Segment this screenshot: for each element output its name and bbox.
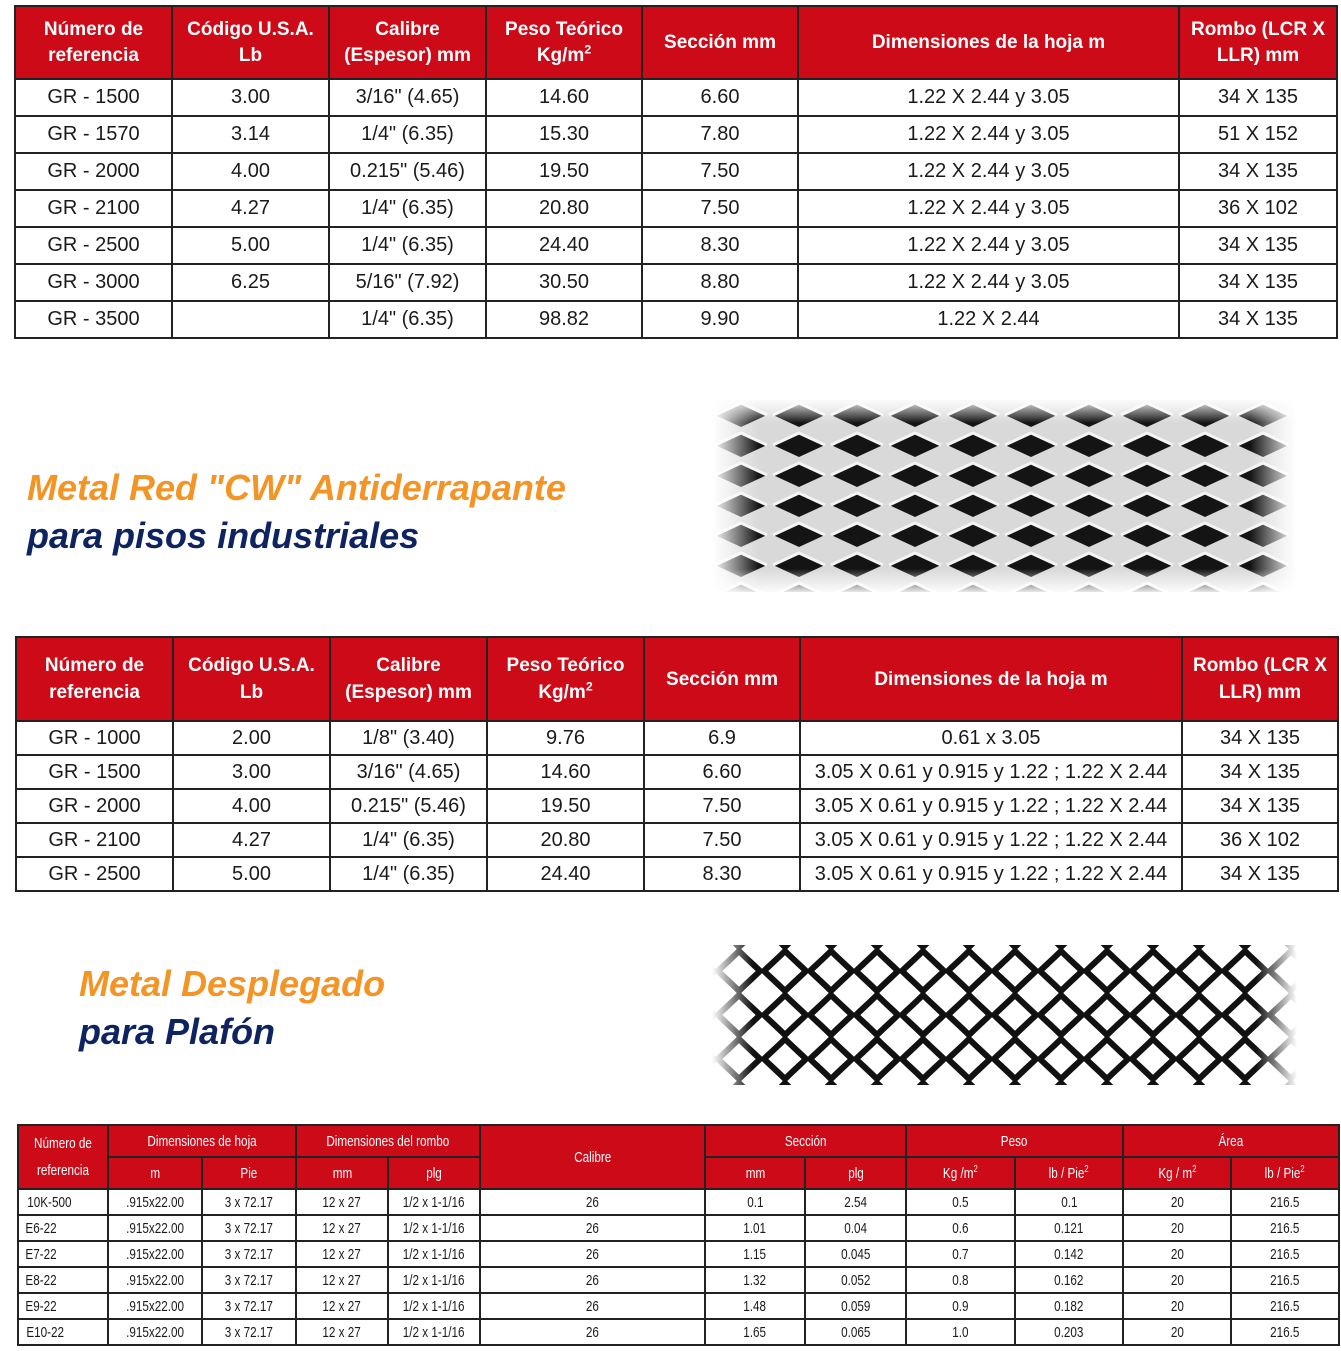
table-cell: 12 x 27 bbox=[296, 1241, 388, 1267]
table-cell: 34 X 135 bbox=[1182, 857, 1338, 891]
table-cell: 6.60 bbox=[644, 755, 800, 789]
table-cell: GR - 2100 bbox=[16, 823, 173, 857]
table-cell: 1/2 x 1-1/16 bbox=[388, 1241, 480, 1267]
column-header: mm bbox=[705, 1157, 805, 1189]
group-header: Peso bbox=[906, 1125, 1123, 1157]
table-cell: 1.65 bbox=[705, 1319, 805, 1345]
column-header: Dimensiones de la hoja m bbox=[800, 637, 1182, 721]
column-header: Número de referencia bbox=[15, 6, 172, 79]
table-cell: 1/4" (6.35) bbox=[329, 227, 486, 264]
expanded-metal-cw-mesh-image bbox=[712, 400, 1297, 592]
spec-table-1 bbox=[14, 5, 1338, 339]
section-title-plafon: Metal Desplegado bbox=[79, 963, 386, 1004]
table-cell: GR - 2100 bbox=[15, 190, 172, 227]
table-cell: 7.80 bbox=[642, 116, 798, 153]
table-cell: 1.01 bbox=[705, 1215, 805, 1241]
column-header: lb / Pie$^2$ bbox=[1015, 1157, 1123, 1189]
table-cell: GR - 1500 bbox=[15, 79, 172, 116]
table-cell: 0.61 x 3.05 bbox=[800, 721, 1182, 755]
table-cell: 0.162 bbox=[1015, 1267, 1123, 1293]
column-header: Número de referencia bbox=[16, 637, 173, 721]
table-cell: 1.22 X 2.44 y 3.05 bbox=[798, 153, 1179, 190]
table-cell: 0.7 bbox=[906, 1241, 1015, 1267]
table-cell: 1.22 X 2.44 y 3.05 bbox=[798, 264, 1179, 301]
table-body bbox=[18, 1189, 1339, 1345]
table-cell: 1.22 X 2.44 y 3.05 bbox=[798, 190, 1179, 227]
column-header: Calibre (Espesor) mm bbox=[329, 6, 486, 79]
table-cell: 1.15 bbox=[705, 1241, 805, 1267]
table-cell: 20 bbox=[1123, 1319, 1231, 1345]
table-cell: 5.00 bbox=[172, 227, 329, 264]
table-cell: 34 X 135 bbox=[1182, 721, 1338, 755]
table-cell: 1/2 x 1-1/16 bbox=[388, 1293, 480, 1319]
table-cell: GR - 2500 bbox=[16, 857, 173, 891]
table-cell: 12 x 27 bbox=[296, 1267, 388, 1293]
table-cell: 0.142 bbox=[1015, 1241, 1123, 1267]
table-cell: 0.1 bbox=[705, 1189, 805, 1215]
table-cell: 1/4" (6.35) bbox=[329, 190, 486, 227]
table-cell: 19.50 bbox=[486, 153, 642, 190]
table-cell: 20 bbox=[1123, 1267, 1231, 1293]
table-cell: 0.9 bbox=[906, 1293, 1015, 1319]
table-row bbox=[16, 755, 1338, 789]
table-row bbox=[15, 153, 1337, 190]
table-cell: 26 bbox=[480, 1215, 705, 1241]
table-cell: 20 bbox=[1123, 1189, 1231, 1215]
expanded-metal-ceiling-mesh-image bbox=[712, 945, 1297, 1085]
table-header-row bbox=[15, 6, 1337, 79]
table-row bbox=[15, 116, 1337, 153]
table-cell: 3.05 X 0.61 y 0.915 y 1.22 ; 1.22 X 2.44 bbox=[800, 823, 1182, 857]
table-cell: 20.80 bbox=[486, 190, 642, 227]
table-group-header-row bbox=[18, 1125, 1339, 1157]
table-cell: GR - 2000 bbox=[15, 153, 172, 190]
table-cell: 36 X 102 bbox=[1182, 823, 1338, 857]
table-cell: 0.059 bbox=[805, 1293, 906, 1319]
column-header: Sección mm bbox=[642, 6, 798, 79]
table-cell: 9.76 bbox=[487, 721, 644, 755]
column-header: Pie bbox=[202, 1157, 296, 1189]
table-cell: 0.215" (5.46) bbox=[330, 789, 487, 823]
table-cell: 1.0 bbox=[906, 1319, 1015, 1345]
column-header: lb / Pie$^2$ bbox=[1231, 1157, 1339, 1189]
table-cell: 34 X 135 bbox=[1179, 264, 1337, 301]
table-cell: 0.5 bbox=[906, 1189, 1015, 1215]
table-cell: 10K-500 bbox=[18, 1189, 108, 1215]
table-cell: 12 x 27 bbox=[296, 1293, 388, 1319]
table-cell: 24.40 bbox=[487, 857, 644, 891]
table-cell: 14.60 bbox=[486, 79, 642, 116]
table-cell: 1/4" (6.35) bbox=[329, 116, 486, 153]
table-cell: 216.5 bbox=[1231, 1319, 1339, 1345]
table-cell: 19.50 bbox=[487, 789, 644, 823]
table-cell: 98.82 bbox=[486, 301, 642, 338]
table-cell: 7.50 bbox=[644, 823, 800, 857]
table-row bbox=[16, 721, 1338, 755]
table-cell: 3.00 bbox=[172, 79, 329, 116]
table-cell: 34 X 135 bbox=[1179, 301, 1337, 338]
table-cell: 0.6 bbox=[906, 1215, 1015, 1241]
section-title-cw: Metal Red "CW" Antiderrapante bbox=[27, 467, 566, 508]
table-cell: 3.05 X 0.61 y 0.915 y 1.22 ; 1.22 X 2.44 bbox=[800, 789, 1182, 823]
table-cell: 0.04 bbox=[805, 1215, 906, 1241]
table-cell: .915x22.00 bbox=[108, 1293, 202, 1319]
table-cell: 2.00 bbox=[173, 721, 330, 755]
column-header: Dimensiones de la hoja m bbox=[798, 6, 1179, 79]
table-cell: 12 x 27 bbox=[296, 1215, 388, 1241]
table-cell: 2.54 bbox=[805, 1189, 906, 1215]
table-row bbox=[15, 227, 1337, 264]
column-header: Peso Teórico $Kg/m^2$ bbox=[486, 6, 642, 79]
table-row bbox=[15, 190, 1337, 227]
table-cell bbox=[172, 301, 329, 338]
table-cell: E6-22 bbox=[18, 1215, 108, 1241]
table-cell: 6.9 bbox=[644, 721, 800, 755]
table-cell: 1.22 X 2.44 y 3.05 bbox=[798, 79, 1179, 116]
table-cell: 34 X 135 bbox=[1182, 755, 1338, 789]
spec-table-2 bbox=[15, 636, 1339, 892]
table-cell: 1.48 bbox=[705, 1293, 805, 1319]
table-cell: GR - 1570 bbox=[15, 116, 172, 153]
table-cell: 0.045 bbox=[805, 1241, 906, 1267]
table-cell: 4.00 bbox=[172, 153, 329, 190]
table-cell: 0.8 bbox=[906, 1267, 1015, 1293]
table-row bbox=[18, 1189, 1339, 1215]
table-cell: 1.22 X 2.44 y 3.05 bbox=[798, 227, 1179, 264]
table-row bbox=[18, 1267, 1339, 1293]
table-row bbox=[18, 1319, 1339, 1345]
table-cell: 7.50 bbox=[642, 190, 798, 227]
section-subtitle-plafon: para Plafón bbox=[79, 1011, 276, 1052]
column-header: Código U.S.A. Lb bbox=[173, 637, 330, 721]
table-cell: 3.00 bbox=[173, 755, 330, 789]
table-cell: 34 X 135 bbox=[1179, 79, 1337, 116]
table-cell: 3 x 72.17 bbox=[202, 1319, 296, 1345]
table-cell: 1/2 x 1-1/16 bbox=[388, 1189, 480, 1215]
spec-table-3 bbox=[17, 1124, 1340, 1346]
table-cell: 12 x 27 bbox=[296, 1189, 388, 1215]
table-cell: 15.30 bbox=[486, 116, 642, 153]
table-cell: 4.27 bbox=[172, 190, 329, 227]
table-cell: 26 bbox=[480, 1267, 705, 1293]
column-header: Sección mm bbox=[644, 637, 800, 721]
table-cell: GR - 2000 bbox=[16, 789, 173, 823]
table-cell: 216.5 bbox=[1231, 1267, 1339, 1293]
table-cell: 5/16" (7.92) bbox=[329, 264, 486, 301]
table-cell: 5.00 bbox=[173, 857, 330, 891]
table-cell: 3.14 bbox=[172, 116, 329, 153]
table-cell: 26 bbox=[480, 1241, 705, 1267]
group-header: Calibre bbox=[480, 1125, 705, 1189]
table-cell: 34 X 135 bbox=[1179, 227, 1337, 264]
table-cell: .915x22.00 bbox=[108, 1189, 202, 1215]
table-cell: 51 X 152 bbox=[1179, 116, 1337, 153]
table-cell: 34 X 135 bbox=[1179, 153, 1337, 190]
table-cell: 216.5 bbox=[1231, 1215, 1339, 1241]
table-row bbox=[15, 301, 1337, 338]
table-cell: 14.60 bbox=[487, 755, 644, 789]
table-cell: GR - 3500 bbox=[15, 301, 172, 338]
table-cell: 26 bbox=[480, 1189, 705, 1215]
table-body bbox=[16, 721, 1338, 891]
table-cell: .915x22.00 bbox=[108, 1319, 202, 1345]
table-row bbox=[15, 79, 1337, 116]
table-cell: 26 bbox=[480, 1293, 705, 1319]
column-header: Código U.S.A. Lb bbox=[172, 6, 329, 79]
column-header: Peso Teórico $Kg/m^2$ bbox=[487, 637, 644, 721]
table-cell: 3.05 X 0.61 y 0.915 y 1.22 ; 1.22 X 2.44 bbox=[800, 857, 1182, 891]
table-cell: 1.32 bbox=[705, 1267, 805, 1293]
section-subtitle-cw: para pisos industriales bbox=[27, 515, 420, 556]
table-cell: 1/4" (6.35) bbox=[330, 823, 487, 857]
table-cell: 3/16" (4.65) bbox=[330, 755, 487, 789]
table-body bbox=[15, 79, 1337, 338]
table-cell: E7-22 bbox=[18, 1241, 108, 1267]
table-cell: .915x22.00 bbox=[108, 1267, 202, 1293]
table-cell: 0.203 bbox=[1015, 1319, 1123, 1345]
table-cell: 0.121 bbox=[1015, 1215, 1123, 1241]
table-cell: 20 bbox=[1123, 1293, 1231, 1319]
table-cell: 3/16" (4.65) bbox=[329, 79, 486, 116]
group-header: Área bbox=[1123, 1125, 1339, 1157]
table-cell: E10-22 bbox=[18, 1319, 108, 1345]
table-cell: .915x22.00 bbox=[108, 1215, 202, 1241]
table-cell: 0.065 bbox=[805, 1319, 906, 1345]
table-cell: 12 x 27 bbox=[296, 1319, 388, 1345]
table-row bbox=[18, 1241, 1339, 1267]
table-cell: 20.80 bbox=[487, 823, 644, 857]
table-row bbox=[18, 1293, 1339, 1319]
table-cell: GR - 2500 bbox=[15, 227, 172, 264]
table-cell: 36 X 102 bbox=[1179, 190, 1337, 227]
table-cell: 0.1 bbox=[1015, 1189, 1123, 1215]
table-cell: 1.22 X 2.44 bbox=[798, 301, 1179, 338]
table-cell: GR - 1500 bbox=[16, 755, 173, 789]
table-cell: 8.30 bbox=[644, 857, 800, 891]
column-header: plg bbox=[805, 1157, 906, 1189]
table-cell: 9.90 bbox=[642, 301, 798, 338]
table-row bbox=[18, 1215, 1339, 1241]
table-cell: 1/2 x 1-1/16 bbox=[388, 1215, 480, 1241]
table-cell: 216.5 bbox=[1231, 1293, 1339, 1319]
table-cell: 3 x 72.17 bbox=[202, 1267, 296, 1293]
table-cell: 0.182 bbox=[1015, 1293, 1123, 1319]
column-header: mm bbox=[296, 1157, 388, 1189]
table-cell: E8-22 bbox=[18, 1267, 108, 1293]
table-cell: 1/4" (6.35) bbox=[329, 301, 486, 338]
group-header: Sección bbox=[705, 1125, 906, 1157]
table-cell: 6.25 bbox=[172, 264, 329, 301]
table-row bbox=[16, 823, 1338, 857]
table-cell: 30.50 bbox=[486, 264, 642, 301]
table-cell: 3 x 72.17 bbox=[202, 1293, 296, 1319]
table-cell: 3 x 72.17 bbox=[202, 1241, 296, 1267]
table-cell: GR - 3000 bbox=[15, 264, 172, 301]
column-header: m bbox=[108, 1157, 202, 1189]
column-header: Calibre (Espesor) mm bbox=[330, 637, 487, 721]
column-header: Kg $/m^2$ bbox=[906, 1157, 1015, 1189]
table-cell: 1/4" (6.35) bbox=[330, 857, 487, 891]
table-cell: 216.5 bbox=[1231, 1189, 1339, 1215]
group-header: Dimensiones de hoja bbox=[108, 1125, 296, 1157]
table-cell: 1/8" (3.40) bbox=[330, 721, 487, 755]
table-cell: 1/2 x 1-1/16 bbox=[388, 1267, 480, 1293]
table-cell: 20 bbox=[1123, 1241, 1231, 1267]
table-cell: 3.05 X 0.61 y 0.915 y 1.22 ; 1.22 X 2.44 bbox=[800, 755, 1182, 789]
table-cell: 20 bbox=[1123, 1215, 1231, 1241]
table-cell: 3 x 72.17 bbox=[202, 1189, 296, 1215]
table-cell: 1.22 X 2.44 y 3.05 bbox=[798, 116, 1179, 153]
group-header: Número de referencia bbox=[18, 1125, 108, 1189]
table-cell: 1/2 x 1-1/16 bbox=[388, 1319, 480, 1345]
table-cell: 7.50 bbox=[642, 153, 798, 190]
group-header: Dimensiones del rombo bbox=[296, 1125, 480, 1157]
table-cell: 8.30 bbox=[642, 227, 798, 264]
table-cell: 216.5 bbox=[1231, 1241, 1339, 1267]
table-cell: E9-22 bbox=[18, 1293, 108, 1319]
table-header-row bbox=[16, 637, 1338, 721]
table-row bbox=[15, 264, 1337, 301]
table-cell: 34 X 135 bbox=[1182, 789, 1338, 823]
table-cell: GR - 1000 bbox=[16, 721, 173, 755]
table-cell: 6.60 bbox=[642, 79, 798, 116]
table-cell: 0.052 bbox=[805, 1267, 906, 1293]
table-row bbox=[16, 789, 1338, 823]
table-cell: 24.40 bbox=[486, 227, 642, 264]
table-cell: .915x22.00 bbox=[108, 1241, 202, 1267]
table-cell: 4.27 bbox=[173, 823, 330, 857]
table-cell: 8.80 bbox=[642, 264, 798, 301]
table-cell: 3 x 72.17 bbox=[202, 1215, 296, 1241]
table-row bbox=[16, 857, 1338, 891]
column-header: Rombo (LCR X LLR) mm bbox=[1182, 637, 1338, 721]
column-header: Kg / $m^2$ bbox=[1123, 1157, 1231, 1189]
table-cell: 7.50 bbox=[644, 789, 800, 823]
column-header: plg bbox=[388, 1157, 480, 1189]
table-cell: 4.00 bbox=[173, 789, 330, 823]
table-cell: 26 bbox=[480, 1319, 705, 1345]
table-cell: 0.215" (5.46) bbox=[329, 153, 486, 190]
column-header: Rombo (LCR X LLR) mm bbox=[1179, 6, 1337, 79]
